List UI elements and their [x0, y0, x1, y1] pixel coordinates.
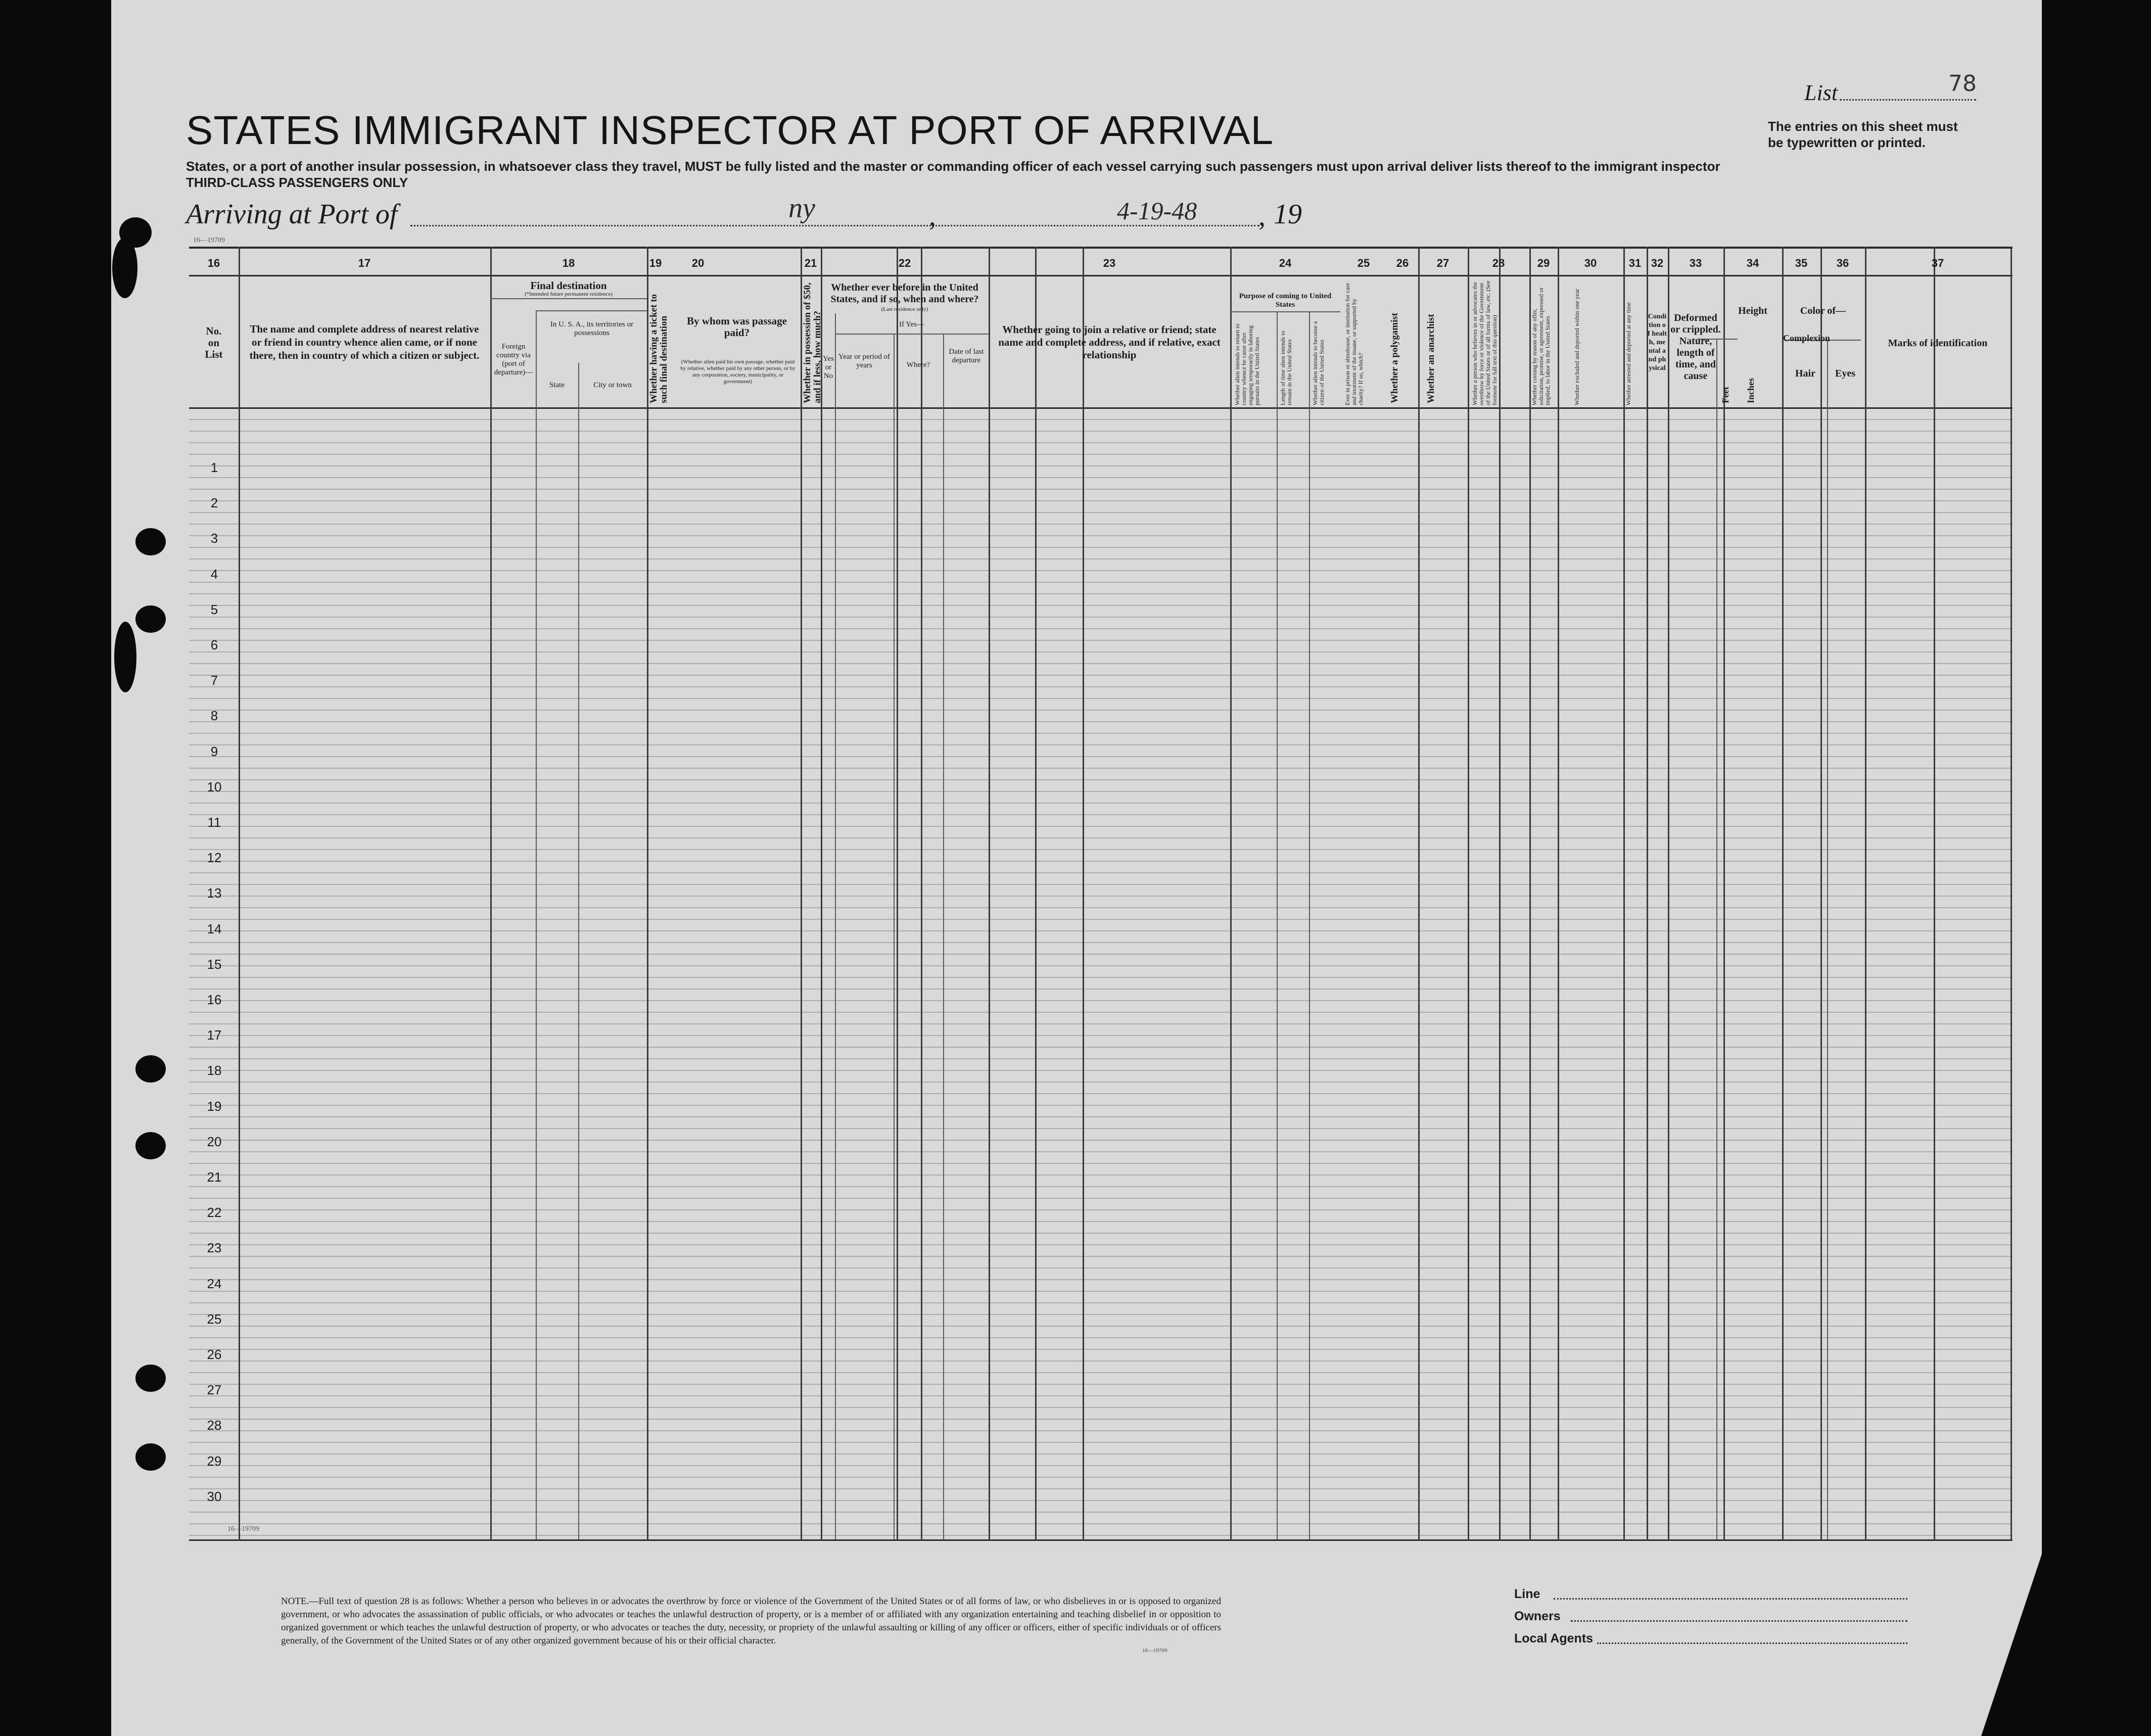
ruled-line: [189, 733, 2013, 734]
local-agents-label: Local Agents: [1514, 1631, 1594, 1646]
number-row-rule: [189, 275, 2013, 276]
row-number: 27: [207, 1382, 222, 1397]
col-18-foreign: Foreign country via (port of departure)—: [494, 343, 533, 377]
ruled-line: [189, 1488, 2013, 1489]
ruled-line: [189, 1070, 2013, 1071]
col-number-30: 30: [1584, 257, 1597, 269]
ruled-line: [189, 1221, 2013, 1222]
row-number: 30: [207, 1489, 222, 1504]
line-entry: [1554, 1598, 1907, 1600]
col-number-36: 36: [1836, 257, 1849, 269]
col-24-sub-2: Length of time alien intends to remain in the United States: [1279, 331, 1293, 405]
row-number: 3: [210, 531, 218, 546]
col-31-header: Whether arrested and deported at any time: [1625, 302, 1632, 405]
ruled-line: [189, 1163, 2013, 1164]
col-divider: [2010, 247, 2012, 1540]
entries-note-line-2: be typewritten or printed.: [1768, 135, 1926, 150]
owners-label: Owners: [1514, 1609, 1561, 1623]
page-subtitle: States, or a port of another insular possession, in whatsoever class they travel, MUST be fully listed and the master or commanding officer of each vessel carrying such passengers must upon arrival deliver lists thereof to the immigrant inspector: [186, 159, 1720, 174]
form-number-top: 16—19709: [193, 237, 225, 244]
comma-separator: ,: [929, 201, 936, 232]
ruled-line: [189, 1128, 2013, 1129]
ruled-line: [189, 1023, 2013, 1024]
ruled-line: [189, 1140, 2013, 1141]
col-divider: [1083, 247, 1084, 1540]
ruled-line: [189, 1430, 2013, 1431]
row-number: 18: [207, 1063, 222, 1078]
ruled-line: [189, 489, 2013, 490]
sub-rule: [835, 334, 989, 335]
date-handwritten: 4-19-48: [1117, 197, 1197, 225]
ruled-line: [189, 1314, 2013, 1315]
col-22-if-yes: If Yes—: [899, 320, 924, 329]
ruled-line: [189, 1256, 2013, 1257]
ruled-line: [189, 1349, 2013, 1350]
sub-divider: [536, 310, 537, 1539]
ruled-line: [189, 547, 2013, 548]
col-25-header: Ever in prison or almshouse, or institution for care and treatment of the insane, or supported by charity? If so, which?: [1344, 283, 1364, 405]
col-23-header: Whether going to join a relative or friend; state name and complete address, and if relative, exact relationship: [998, 323, 1221, 361]
col-divider: [1468, 247, 1469, 1540]
edge-damage: [114, 622, 136, 692]
comma-separator: ,: [1258, 201, 1266, 232]
col-18-city: City or town: [593, 381, 632, 389]
row-number: 7: [210, 673, 218, 688]
punch-hole: [135, 1132, 166, 1159]
ruled-line: [189, 1395, 2013, 1396]
col-21-header: Whether in possession of $50, and if less, how much?: [802, 283, 823, 403]
ruled-line: [189, 942, 2013, 943]
col-17-header: The name and complete address of nearest relative or friend in country whence alien came, or if none there, then in country of which a citizen or subject.: [249, 323, 480, 361]
col-36-header: Color of—: [1800, 305, 1846, 316]
ruled-line: [189, 570, 2013, 571]
col-number-16: 16: [207, 257, 220, 269]
row-number: 20: [207, 1134, 222, 1149]
table-top-rule: [189, 247, 2013, 249]
ruled-line: [189, 651, 2013, 652]
ruled-line: [189, 698, 2013, 699]
ruled-line: [189, 419, 2013, 420]
ruled-line: [189, 1384, 2013, 1385]
col-divider: [1529, 247, 1531, 1540]
ruled-line: [189, 1407, 2013, 1408]
ruled-line: [189, 1244, 2013, 1245]
ruled-line: [189, 1093, 2013, 1094]
ruled-line: [189, 1151, 2013, 1152]
sub-divider: [1827, 340, 1828, 1539]
entries-note-line-1: The entries on this sheet must: [1768, 119, 1958, 134]
footnote: NOTE.—Full text of question 28 is as follows: Whether a person who believes in or advocates the overthrow by force or violence of the Government of the United States or of all forms of law, or who disbelieves in or is opposed to organized government, or who advocates the assassination of public officials, or who advocates or teaches the unlawful destruction of property, or is a member of or affiliated with any organization entertaining and teaching disbelief in or opposition to organized government or which teaches the unlawful destruction of property, or who advocates or teaches the duty, necessity, or propriety of the unlawful assaulting or killing of any officer or officers, either of specific individuals or of officers generally, of the Government of the United States or of any other organized government because of his or their official character.: [281, 1596, 1221, 1646]
col-divider: [1230, 247, 1232, 1540]
ruled-line: [189, 582, 2013, 583]
col-divider: [1723, 247, 1725, 1540]
col-34-feet: Feet: [1720, 387, 1731, 403]
col-divider: [897, 247, 898, 1540]
ruled-line: [189, 1000, 2013, 1001]
punch-hole: [135, 1443, 166, 1471]
col-20-note: (Whether alien paid his own passage, whether paid by relative, whether paid by any other person, or by any corporation, society, municipality, or government): [680, 359, 796, 385]
row-number: 23: [207, 1240, 222, 1255]
col-number-33: 33: [1689, 257, 1702, 269]
ruled-line: [189, 849, 2013, 850]
ruled-line: [189, 977, 2013, 978]
col-number-29: 29: [1537, 257, 1550, 269]
col-36-eyes: Eyes: [1835, 368, 1855, 379]
ruled-line: [189, 1047, 2013, 1048]
col-number-24: 24: [1279, 257, 1292, 269]
row-number: 29: [207, 1453, 222, 1469]
row-number: 1: [210, 460, 218, 475]
row-number: 25: [207, 1311, 222, 1327]
col-divider: [1934, 247, 1935, 1540]
col-divider: [801, 247, 802, 1540]
ruled-line: [189, 826, 2013, 827]
col-22-yes-no: Yes or No: [823, 355, 834, 380]
ruled-line: [189, 1058, 2013, 1059]
header-bottom-rule: [189, 407, 2013, 409]
sub-rule: [536, 310, 647, 311]
col-number-37: 37: [1931, 257, 1944, 269]
ruled-line: [189, 1105, 2013, 1106]
ruled-line: [189, 768, 2013, 769]
ruled-line: [189, 721, 2013, 722]
col-number-20: 20: [691, 257, 705, 269]
manifest-table: [189, 247, 2013, 1541]
passenger-class: THIRD-CLASS PASSENGERS ONLY: [186, 175, 408, 190]
local-agents-entry: [1597, 1643, 1907, 1644]
col-22-date: Date of last departure: [949, 348, 984, 364]
sub-divider: [894, 334, 895, 1539]
col-divider: [1499, 247, 1501, 1540]
ruled-line: [189, 1442, 2013, 1443]
ruled-line: [189, 1500, 2013, 1501]
sub-divider: [1277, 312, 1278, 1539]
col-32-header: Condition of health, mental and physical: [1648, 313, 1667, 372]
ruled-line: [189, 431, 2013, 432]
ruled-line: [189, 1116, 2013, 1117]
page-title: STATES IMMIGRANT INSPECTOR AT PORT OF ARRIVAL: [186, 108, 1274, 153]
torn-corner: [1981, 1554, 2042, 1736]
sub-divider: [1309, 312, 1310, 1539]
ruled-line: [189, 954, 2013, 955]
ruled-line: [189, 907, 2013, 908]
col-divider: [1647, 247, 1648, 1540]
col-divider: [1865, 247, 1866, 1540]
col-18-note: (*Intended future permanent residence): [525, 291, 613, 297]
punch-hole: [135, 1055, 166, 1083]
ruled-line: [189, 1279, 2013, 1280]
ruled-line: [189, 628, 2013, 629]
col-number-27: 27: [1436, 257, 1449, 269]
ruled-line: [189, 524, 2013, 525]
ruled-line: [189, 1175, 2013, 1176]
row-number: 28: [207, 1418, 222, 1433]
ruled-line: [189, 605, 2013, 606]
row-number: 21: [207, 1169, 222, 1185]
ruled-line: [189, 1198, 2013, 1199]
ruled-line: [189, 1326, 2013, 1327]
ruled-line: [189, 791, 2013, 792]
col-number-18: 18: [562, 257, 575, 269]
col-divider: [1558, 247, 1559, 1540]
year-prefix: 19: [1274, 199, 1302, 230]
row-number: 22: [207, 1205, 222, 1220]
row-number: 6: [210, 637, 218, 652]
col-34-inches: Inches: [1746, 378, 1756, 403]
row-number: 24: [207, 1276, 222, 1291]
col-18-usa: In U. S. A., its territories or possessions: [550, 320, 634, 337]
sub-rule: [490, 298, 647, 299]
col-divider: [1820, 247, 1822, 1540]
col-number-35: 35: [1795, 257, 1808, 269]
ruled-line: [189, 640, 2013, 641]
ruled-line: [189, 756, 2013, 757]
col-divider: [1782, 247, 1784, 1540]
col-34-header: Height: [1738, 305, 1767, 316]
ruled-line: [189, 744, 2013, 745]
col-divider: [821, 247, 822, 1540]
col-22-header: Whether ever before in the United States, and if so, when and where?: [830, 282, 979, 305]
col-divider: [1623, 247, 1625, 1540]
sub-divider: [1716, 339, 1717, 1539]
col-29-header: Whether coming by reason of any offer, solicitation, promise, or agreement, expressed or implied, to labor in the United States: [1531, 287, 1551, 405]
col-27-header: Whether an anarchist: [1426, 314, 1436, 403]
col-37-header: Marks of identification: [1888, 338, 1988, 349]
ruled-line: [189, 989, 2013, 990]
col-35-header: Complexion: [1783, 333, 1831, 343]
col-24-sub-1: Whether alien intends to return to country whence he came after engaging temporarily in laboring pursuits in the United States: [1234, 323, 1260, 405]
col-divider: [490, 247, 492, 1540]
col-22-where: Where?: [906, 361, 930, 369]
ruled-line: [189, 1465, 2013, 1466]
col-number-25: 25: [1357, 257, 1370, 269]
ruled-line: [189, 1523, 2013, 1524]
row-number: 16: [207, 992, 222, 1007]
ruled-line: [189, 919, 2013, 920]
col-divider: [921, 247, 922, 1540]
ruled-line: [189, 617, 2013, 618]
table-bottom-rule: [189, 1539, 2013, 1541]
ruled-line: [189, 1419, 2013, 1420]
col-20-header: By whom was passage paid?: [687, 315, 787, 339]
row-number: 15: [207, 957, 222, 972]
ruled-line: [189, 477, 2013, 478]
col-26-header: Whether a polygamist: [1389, 312, 1400, 403]
ruled-line: [189, 896, 2013, 897]
ruled-line: [189, 814, 2013, 815]
form-number-bottom: 16—19709: [227, 1525, 259, 1533]
col-36-hair: Hair: [1795, 368, 1815, 379]
sub-divider: [835, 313, 836, 1539]
ruled-line: [189, 500, 2013, 501]
owners-entry: [1571, 1620, 1907, 1622]
ruled-line: [189, 1291, 2013, 1292]
list-number: 78: [1948, 71, 1977, 97]
ruled-line: [189, 872, 2013, 873]
col-24-header: Purpose of coming to United States: [1239, 292, 1332, 309]
ruled-line: [189, 1512, 2013, 1513]
punch-hole: [135, 528, 166, 555]
row-number: 9: [210, 744, 218, 759]
row-number: 5: [210, 602, 218, 617]
line-label: Line: [1514, 1587, 1540, 1601]
col-number-23: 23: [1103, 257, 1116, 269]
ruled-line: [189, 1453, 2013, 1455]
arriving-label: Arriving at Port of: [186, 199, 398, 230]
ruled-line: [189, 861, 2013, 862]
row-number: 4: [210, 567, 218, 582]
row-number: 19: [207, 1099, 222, 1114]
footnote-form-number: 16—19709: [1142, 1648, 1167, 1654]
row-number: 12: [207, 850, 222, 865]
col-number-28: 28: [1492, 257, 1505, 269]
ruled-line: [189, 535, 2013, 536]
ruled-line: [189, 884, 2013, 885]
ruled-line: [189, 1012, 2013, 1013]
ruled-line: [189, 779, 2013, 780]
col-number-17: 17: [358, 257, 371, 269]
col-divider: [989, 247, 990, 1540]
row-number: 11: [207, 815, 221, 830]
row-number: 13: [207, 885, 222, 901]
col-22-period: Year or period of years: [838, 353, 891, 369]
ruled-line: [189, 593, 2013, 594]
ruled-line: [189, 837, 2013, 838]
ruled-line: [189, 558, 2013, 559]
col-number-26: 26: [1396, 257, 1409, 269]
ruled-line: [189, 710, 2013, 711]
col-divider: [1668, 247, 1669, 1540]
col-19-header: Whether having a ticket to such final destination: [648, 294, 669, 403]
ruled-line: [189, 442, 2013, 443]
row-number: 2: [210, 495, 218, 510]
list-number-line: [1840, 99, 1976, 101]
ruled-line: [189, 1372, 2013, 1373]
ruled-line: [189, 675, 2013, 676]
col-divider: [1035, 247, 1037, 1540]
port-handwritten: ny: [788, 193, 815, 224]
list-label: List: [1804, 80, 1838, 105]
ruled-line: [189, 1302, 2013, 1303]
col-18-state: State: [549, 381, 565, 389]
col-number-34: 34: [1746, 257, 1759, 269]
ruled-line: [189, 930, 2013, 931]
ruled-line: [189, 803, 2013, 804]
col-number-21: 21: [804, 257, 817, 269]
col-28-header: Whether a person who believes in or advocates the overthrow by force or violence of the Government of the United States or of all forms of law, etc. (See footnote for full text of this question): [1471, 280, 1498, 405]
ruled-line: [189, 454, 2013, 455]
sub-divider: [578, 363, 579, 1539]
ruled-line: [189, 1035, 2013, 1036]
col-18-header: Final destination: [530, 279, 607, 292]
col-divider: [1418, 247, 1420, 1540]
punch-hole: [135, 1365, 166, 1392]
col-33-header: Deformed or crippled. Nature, length of time, and cause: [1670, 312, 1721, 382]
ruled-line: [189, 1233, 2013, 1234]
ruled-line: [189, 1268, 2013, 1269]
row-number: 8: [210, 708, 218, 723]
ruled-line: [189, 1209, 2013, 1210]
col-number-22: 22: [898, 257, 911, 269]
row-number: 26: [207, 1347, 222, 1362]
col-30-header: Whether excluded and deported within one year: [1573, 289, 1580, 405]
ruled-line: [189, 1535, 2013, 1536]
ruled-line: [189, 1186, 2013, 1187]
col-number-31: 31: [1628, 257, 1642, 269]
ruled-line: [189, 663, 2013, 664]
row-number: 17: [207, 1027, 222, 1043]
row-number: 10: [207, 779, 222, 794]
col-divider: [647, 247, 648, 1540]
col-16-header: No. on List: [205, 325, 223, 360]
ruled-line: [189, 1337, 2013, 1338]
ruled-line: [189, 1477, 2013, 1478]
edge-damage: [112, 238, 137, 298]
ruled-line: [189, 965, 2013, 966]
row-number: 14: [207, 921, 222, 936]
col-number-19: 19: [649, 257, 662, 269]
entries-note: [1768, 118, 1958, 151]
sub-rule: [1230, 311, 1340, 312]
col-22-note: (Last residence only): [881, 306, 928, 312]
ruled-line: [189, 465, 2013, 466]
col-number-32: 32: [1651, 257, 1664, 269]
sub-divider: [943, 334, 944, 1539]
ruled-line: [189, 1360, 2013, 1362]
ruled-line: [189, 686, 2013, 687]
ruled-line: [189, 512, 2013, 513]
ruled-line: [189, 1082, 2013, 1083]
col-24-sub-3: Whether alien intends to become a citizen of the United States: [1312, 321, 1325, 405]
punch-hole: [135, 605, 166, 633]
